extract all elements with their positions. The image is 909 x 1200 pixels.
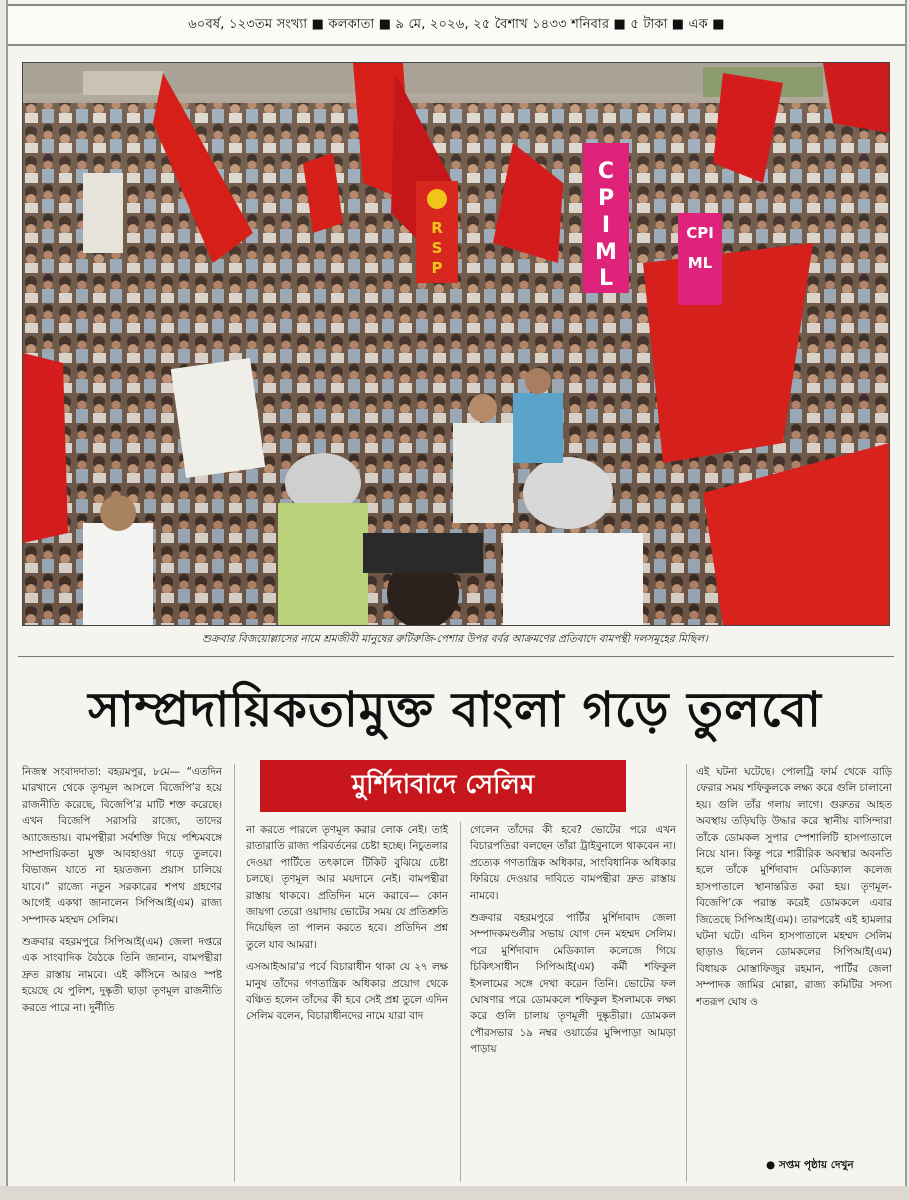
- svg-text:CPI: CPI: [686, 224, 714, 242]
- paragraph: শুক্রবার বহরমপুরে পার্টির মুর্শিদাবাদ জেলা সম্পাদকমণ্ডলীর সভায় যোগ দেন মহম্মদ সেলিম। পরে মুর্শিদাবাদ মেডিক্যাল কলেজে গিয়ে চিকিৎসাধীন সিপিআই(এম) কর্মী শফিকুল ইসলামের সঙ্গে দেখা করেন তিনি। ভোটের ফল ঘোষণার পরে ডোমকলে শফিকুল ইসলামকে লক্ষ্য করে গুলি চালায় তৃণমূলী দুষ্কৃতীরা। ডোমকল পৌরসভার ১৯ নম্বর ওয়ার্ডের মুন্সিপাড়া আমড়া পাড়ায়: [470, 912, 676, 1056]
- photo-caption: শুক্রবার বিজয়োল্লাসের নামে শ্রমজীবী মানুষের রুটিরুজি-পেশার উপর বর্বর আক্রমণের প্রতিবাদে বামপন্থী দলসমূহের মিছিল।: [202, 633, 708, 645]
- article-column-2: [246, 822, 448, 1180]
- rally-photo: [22, 62, 890, 626]
- svg-text:P: P: [431, 259, 443, 277]
- subheadline-box: [260, 760, 626, 812]
- column-divider: [234, 764, 235, 1182]
- paragraph: নিজস্ব সংবাদদাতা: বহরমপুর, ৮মে— “এতদিন মারখানে থেকে তৃণমূল আসলে বিজেপি’র হয়ে রাজনীতি করেছে, বিজেপি’র মাটি শক্ত করেছে। এখন বিজেপি সরাসরি রাজ্যে, তাদের অ্যাজেন্ডায়। বামপন্থীরা সর্বশক্তি দিয়ে পশ্চিমবঙ্গে সাম্প্রদায়িকতা মুক্ত আবহাওয়া গড়ে তুলবে। বিভাজন যাতে না হয়তজন্য প্রয়াস চালিয়ে যাবে।” রাজ্যে নতুন সরকারের শপথ গ্রহণের আগেই একথা জানালেন সিপিআই(এম) রাজ্য সম্পাদক মহম্মদ সেলিম।: [22, 766, 222, 926]
- article-column-4: [696, 764, 892, 1154]
- paragraph: এই ঘটনা ঘটেছে। পোলট্রি ফার্ম থেকে বাড়ি ফেরার সময় শফিকুলকে লক্ষ্য করে গুলি চালানো হয়। গুলি তাঁর গলায় লাগে। গুরুতর আহত অবস্থায় তড়িঘড়ি উদ্ধার করে স্থানীয় বাসিন্দারা তাঁকে ডোমকল সুপার স্পেশালিটি হাসপাতালে নিয়ে যান। কিন্তু পরে শারীরিক অবস্থার অবনতি হলে তাঁকে মুর্শিদাবাদ মেডিক্যাল কলেজ হাসপাতালে স্থানান্তরিত করা হয়। তৃণমূল-বিজেপি’কে পরাস্ত করেই ডোমকলে এবার জিতেছে সিপিআই(এম)। তারপরেই এই হামলার ঘটনা ঘটে। এদিন হাসপাতালে মহম্মদ সেলিম ছাড়াও ছিলেন ডোমকলের সিপিআই(এম) বিধায়ক মোস্তাফিজুর রহমান, পার্টির জেলা সম্পাদক জামির মোল্লা, রাজ্য কমিটির সদস্য শতরূপ ঘোষ ও: [696, 766, 892, 1008]
- subheadline-text: মুর্শিদাবাদে সেলিম: [351, 770, 535, 800]
- banner-cpi-ml: [678, 213, 722, 305]
- masthead-text: ৬০বর্ষ, ১২৩তম সংখ্যা ■ কলকাতা ■ ৯ মে, ২০২৬, ২৫ বৈশাখ ১৪৩৩ শনিবার ■ ৫ টাকা ■ এক ■: [188, 16, 725, 32]
- svg-text:I: I: [601, 213, 611, 238]
- banner-rsp: [416, 181, 458, 283]
- article-column-1: [22, 764, 222, 1184]
- paragraph: গেলেন তাঁদের কী হবে? ভোটের পরে এখন বিচারপতিরা বলছেন তাঁরা ট্রাইবুনালে থাকবেন না। প্রত্যেক গণতান্ত্রিক অধিকার, সাংবিধানিক অধিকার ফিরিয়ে দেওয়ার দাবিতে বামপন্থীরা দ্রুত রাস্তায় নামবে।: [470, 824, 676, 902]
- paragraph: না করতে পারলে তৃণমূল করার লোক নেই। তাই রাতারাতি রাজ্য পরিবর্তনের চেষ্টা হচ্ছে। নিচুতলার দেওয়া পার্টিতে তৎকালে টিকিট বুঝিয়ে চেষ্টা চলছে। তৃণমূল আর ময়দানে নেই। বামপন্থীরা রাস্তায় থাকবে। প্রতিদিন মনে করাবে— কোন জায়গা তেরো ওয়াদায় ভোটের সময় যে প্রতিশ্রুতি দিয়েছিল তা পালন করতে হবে। প্রতিদিন প্রশ্ন তুলে যাব আমরা।: [246, 824, 448, 951]
- divider-top: [18, 656, 894, 657]
- headline: সাম্প্রদায়িকতামুক্ত বাংলা গড়ে তুলবো: [88, 682, 822, 738]
- banner-label: C: [597, 159, 615, 184]
- continued-note: ● সপ্তম পৃষ্ঠায় দেখুন: [766, 1159, 854, 1171]
- svg-text:P: P: [597, 186, 615, 211]
- page-bottom-edge: [0, 1186, 909, 1200]
- svg-text:ML: ML: [687, 254, 713, 272]
- paragraph: শুক্রবার বহরমপুরে সিপিআই(এম) জেলা দপ্তরে এক সাংবাদিক বৈঠকে তিনি জানান, বামপন্থীরা দ্রুত রাস্তায় নামবে। এই কাঁসিনে আরও স্পষ্ট হয়েছে যে পুলিশ, দুষ্কৃতী ছাড়া তৃণমূল রাজনীতি করতে পারে না। দুর্নীতি: [22, 936, 222, 1014]
- column-divider: [686, 764, 687, 1182]
- newspaper-page: [6, 0, 907, 1196]
- paragraph: এসআইআর’র পর্বে বিচারাধীন থাকা যে ২৭ লক্ষ মানুষ তাঁদের গণতান্ত্রিক অধিকার প্রয়োগ থেকে বঞ্চিত হলেন তাঁদের কী হবে সেই প্রশ্ন তুলে এদিন সেলিম বলেন, বিচারাধীনদের নামে যারা বাদ: [246, 961, 448, 1023]
- banner-cpiml: [583, 143, 629, 293]
- svg-text:L: L: [598, 266, 614, 291]
- article-column-3: [470, 822, 676, 1180]
- svg-text:M: M: [595, 240, 617, 265]
- svg-text:S: S: [431, 239, 443, 257]
- svg-text:R: R: [431, 219, 443, 237]
- masthead-strip: [8, 4, 905, 46]
- column-divider: [460, 822, 461, 1182]
